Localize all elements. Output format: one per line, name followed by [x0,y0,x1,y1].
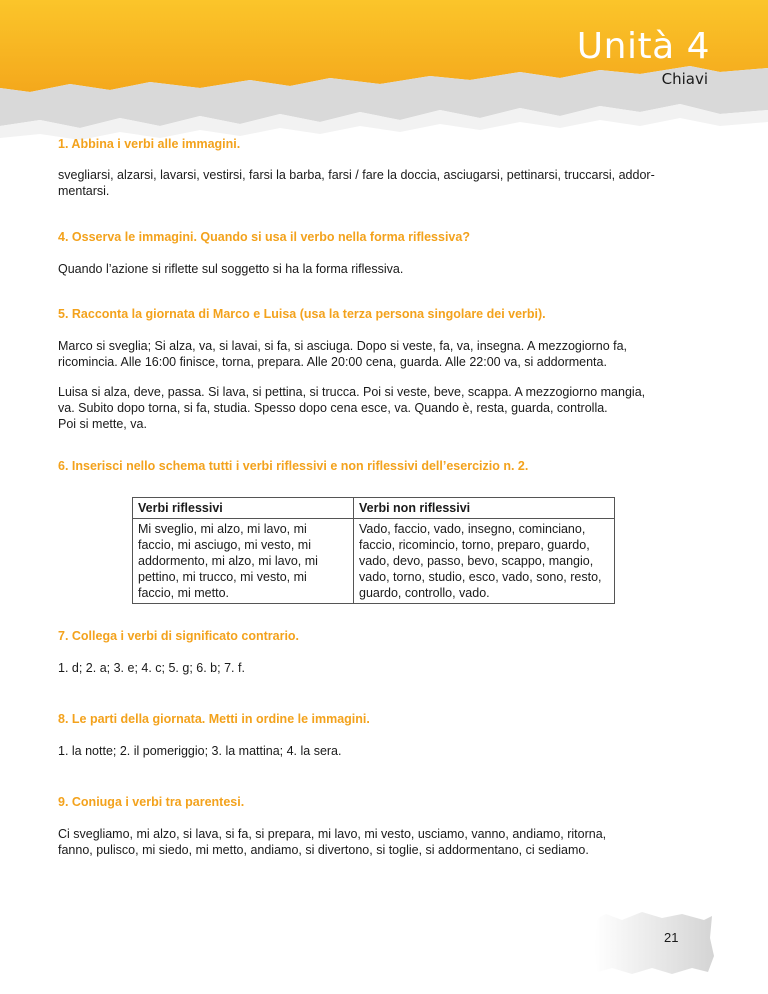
torn-paper-banner [0,0,768,140]
section-5-question: 5. Racconta la giornata di Marco e Luisa (usa la terza persona singolare dei verbi). [58,307,546,321]
unit-subtitle: Chiavi [661,70,708,88]
unit-title: Unità 4 [576,26,710,67]
section-9-answer: Ci svegliamo, mi alzo, si lava, si fa, si prepara, mi lavo, mi vesto, usciamo, vanno, andiamo, ritorna, fanno, pulisco, mi siedo, mi metto, andiamo, si divertono, si toglie, si addormentano, ci sediamo. [58,827,607,857]
section-7-answer: 1. d; 2. a; 3. e; 4. c; 5. g; 6. b; 7. f. [58,661,245,675]
section-4-question: 4. Osserva le immagini. Quando si usa il verbo nella forma riflessiva? [58,230,470,244]
page-number: 21 [664,930,679,945]
section-6-question: 6. Inserisci nello schema tutti i verbi riflessivi e non riflessivi dell’esercizio n. 2. [58,459,529,473]
col-header-riflessivi: Verbi riflessivi [133,498,354,519]
section-7-question: 7. Collega i verbi di significato contrario. [58,629,300,643]
section-1-question: 1. Abbina i verbi alle immagini. [58,137,241,151]
section-8-answer: 1. la notte; 2. il pomeriggio; 3. la mattina; 4. la sera. [58,744,342,758]
section-9-question: 9. Coniuga i verbi tra parentesi. [58,795,245,809]
section-4-answer: Quando l’azione si riflette sul soggetto si ha la forma riflessiva. [58,262,404,276]
section-8 [58,711,718,759]
table-row [133,519,615,604]
section-5 [58,306,718,432]
section-9 [58,794,718,858]
verbs-schema-table [132,497,615,604]
section-1-answer: svegliarsi, alzarsi, lavarsi, vestirsi, farsi la barba, farsi / fare la doccia, asciugarsi, pettinarsi, truccarsi, addor- mentarsi. [58,168,655,198]
section-8-question: 8. Le parti della giornata. Metti in ordine le immagini. [58,712,370,726]
section-4 [58,229,718,277]
cell-riflessivi: Mi sveglio, mi alzo, mi lavo, mi faccio, mi asciugo, mi vesto, mi addormento, mi alzo, mi lavo, mi pettino, mi trucco, mi vesto, mi faccio, mi metto. [133,519,354,604]
section-5-answer-marco: Marco si sveglia; Si alza, va, si lavai, si fa, si asciuga. Dopo si veste, fa, va, insegna. A mezzogiorno fa, ricomincia. Alle 16:00 finisce, torna, prepara. Alle 20:00 cena, guarda. Alle 22:00 va, si addormenta. [58,339,628,369]
section-7 [58,628,718,676]
cell-non-riflessivi: Vado, faccio, vado, insegno, cominciano, faccio, ricomincio, torno, preparo, guardo, vado, devo, passo, bevo, scappo, mangio, vado, torno, studio, esco, vado, sono, resto, guardo, controllo, vado. [354,519,615,604]
section-6 [58,458,718,475]
header-banner [0,0,768,140]
col-header-non-riflessivi: Verbi non riflessivi [354,498,615,519]
table-header-row [133,498,615,519]
page-number-tab [592,908,722,978]
section-5-answer-luisa: Luisa si alza, deve, passa. Si lava, si pettina, si trucca. Poi si veste, beve, scappa. A mezzogiorno mangia, va. Subito dopo torna, si fa, studia. Spesso dopo cena esce, va. Quando è, resta, guarda, controlla. Poi si mette, va. [58,385,646,431]
section-1 [58,136,718,199]
